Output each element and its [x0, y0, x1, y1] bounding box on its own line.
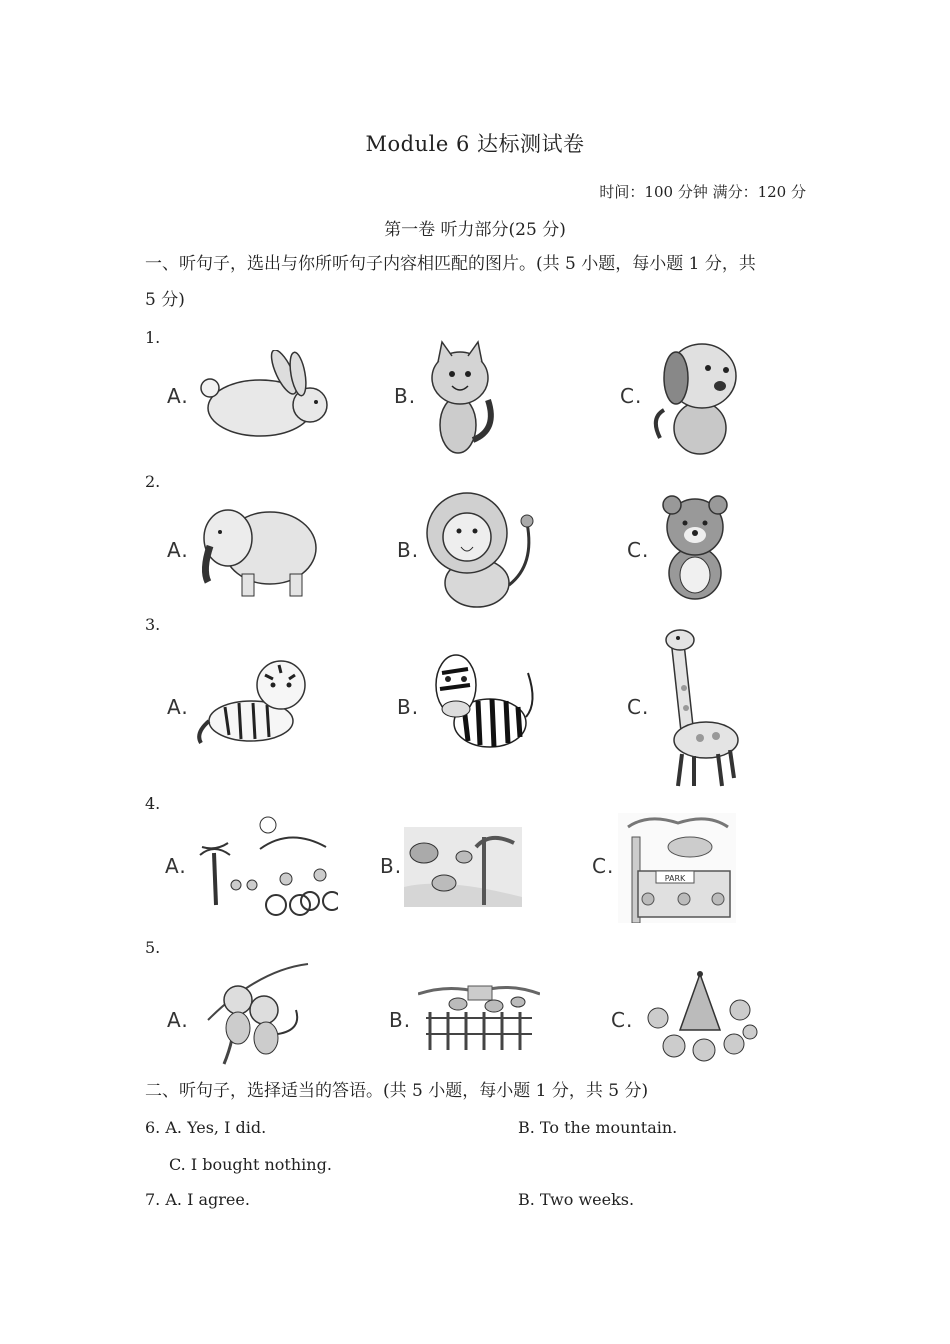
question-number: 1. — [145, 328, 161, 347]
option-label: B. — [394, 384, 417, 408]
animals-in-forest-scene-icon — [404, 827, 522, 907]
q6-option-c: C. I bought nothing. — [169, 1155, 332, 1174]
park-scene-icon — [618, 813, 736, 923]
option-label: A. — [167, 538, 189, 562]
option-label: C. — [627, 538, 650, 562]
option-label: C. — [611, 1008, 634, 1032]
option-label: A. — [165, 854, 187, 878]
option-label: B. — [380, 854, 403, 878]
section1-line2: 5 分) — [145, 290, 185, 310]
question-number: 4. — [145, 794, 161, 813]
section2-instruction: 二、听句子，选择适当的答语。(共 5 小题，每小题 1 分，共 5 分) — [145, 1081, 649, 1101]
option-label: C. — [620, 384, 643, 408]
monkeys-icon — [198, 960, 310, 1070]
section1-instruction — [145, 246, 805, 318]
park-sign-text: PARK — [664, 874, 686, 883]
option-label: A. — [167, 384, 189, 408]
option-label: A. — [167, 695, 189, 719]
option-label: B. — [397, 538, 420, 562]
option-label: B. — [389, 1008, 412, 1032]
exam-meta: 时间：100 分钟 满分：120 分 — [599, 183, 806, 201]
q7-option-b: B. Two weeks. — [518, 1190, 635, 1209]
farm-scene-icon — [418, 978, 540, 1054]
cycling-scene-icon — [190, 813, 338, 917]
page-title: Module 6 达标测试卷 — [365, 132, 585, 156]
section1-line1: 一、听句子，选出与你所听句子内容相匹配的图片。(共 5 小题，每小题 1 分，共 — [145, 254, 756, 274]
q6-option-a: 6. A. Yes, I did. — [145, 1118, 267, 1137]
tiger-icon — [195, 655, 313, 753]
option-label: C. — [627, 695, 650, 719]
question-number: 3. — [145, 615, 161, 634]
dog-icon — [650, 338, 745, 458]
part-heading: 第一卷 听力部分(25 分) — [384, 220, 566, 240]
q6-option-b: B. To the mountain. — [518, 1118, 678, 1137]
question-number: 5. — [145, 938, 161, 957]
cat-icon — [428, 340, 503, 458]
giraffe-icon — [660, 628, 745, 790]
rabbit-icon — [198, 350, 333, 440]
lion-icon — [425, 485, 540, 613]
elephant-icon — [198, 500, 323, 600]
bear-icon — [660, 493, 730, 607]
question-number: 2. — [145, 472, 161, 491]
option-label: B. — [397, 695, 420, 719]
animals-party-icon — [640, 970, 760, 1068]
option-label: A. — [167, 1008, 189, 1032]
option-label: C. — [592, 854, 615, 878]
q7-option-a: 7. A. I agree. — [145, 1190, 250, 1209]
zebra-icon — [428, 643, 543, 773]
